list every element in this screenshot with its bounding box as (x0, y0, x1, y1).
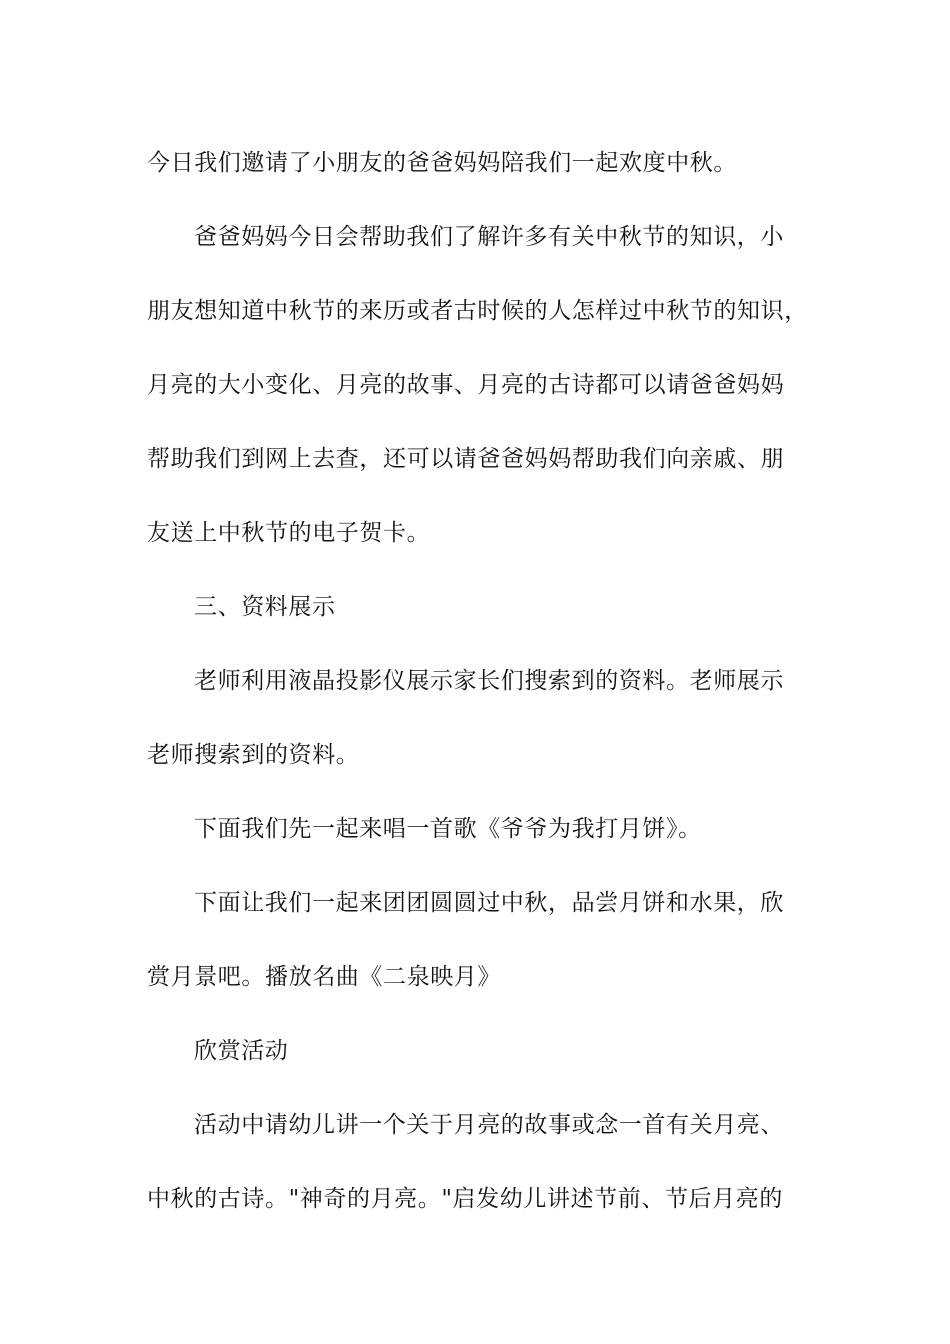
section-heading: 三、资料展示 (194, 594, 336, 620)
paragraph-line-10: 下面我们先一起来唱一首歌《爷爷为我打月饼》。 (194, 816, 702, 842)
paragraph-line-1: 今日我们邀请了小朋友的爸爸妈妈陪我们一起欢度中秋。 (147, 150, 737, 176)
paragraph-line-4: 月亮的大小变化、月亮的故事、月亮的古诗都可以请爸爸妈妈 (147, 372, 785, 398)
subheading: 欣赏活动 (194, 1038, 289, 1064)
paragraph-line-9: 老师搜索到的资料。 (147, 742, 360, 768)
paragraph-line-14: 活动中请幼儿讲一个关于月亮的故事或念一首有关月亮、 (194, 1112, 784, 1138)
paragraph-line-11: 下面让我们一起来团团圆圆过中秋，品尝月饼和水果，欣 (194, 890, 784, 916)
paragraph-line-8: 老师利用液晶投影仪展示家长们搜索到的资料。老师展示 (194, 668, 784, 694)
paragraph-line-6: 友送上中秋节的电子贺卡。 (147, 520, 431, 546)
paragraph-line-5: 帮助我们到网上去查，还可以请爸爸妈妈帮助我们向亲戚、朋 (147, 446, 785, 472)
paragraph-line-2: 爸爸妈妈今日会帮助我们了解许多有关中秋节的知识，小 (194, 224, 784, 250)
paragraph-line-12: 赏月景吧。播放名曲《二泉映月》 (147, 964, 501, 990)
paragraph-line-3: 朋友想知道中秋节的来历或者古时候的人怎样过中秋节的知识， (147, 298, 808, 324)
paragraph-line-15: 中秋的古诗。"神奇的月亮。"启发幼儿讲述节前、节后月亮的 (147, 1186, 783, 1212)
document-body (147, 126, 827, 1236)
